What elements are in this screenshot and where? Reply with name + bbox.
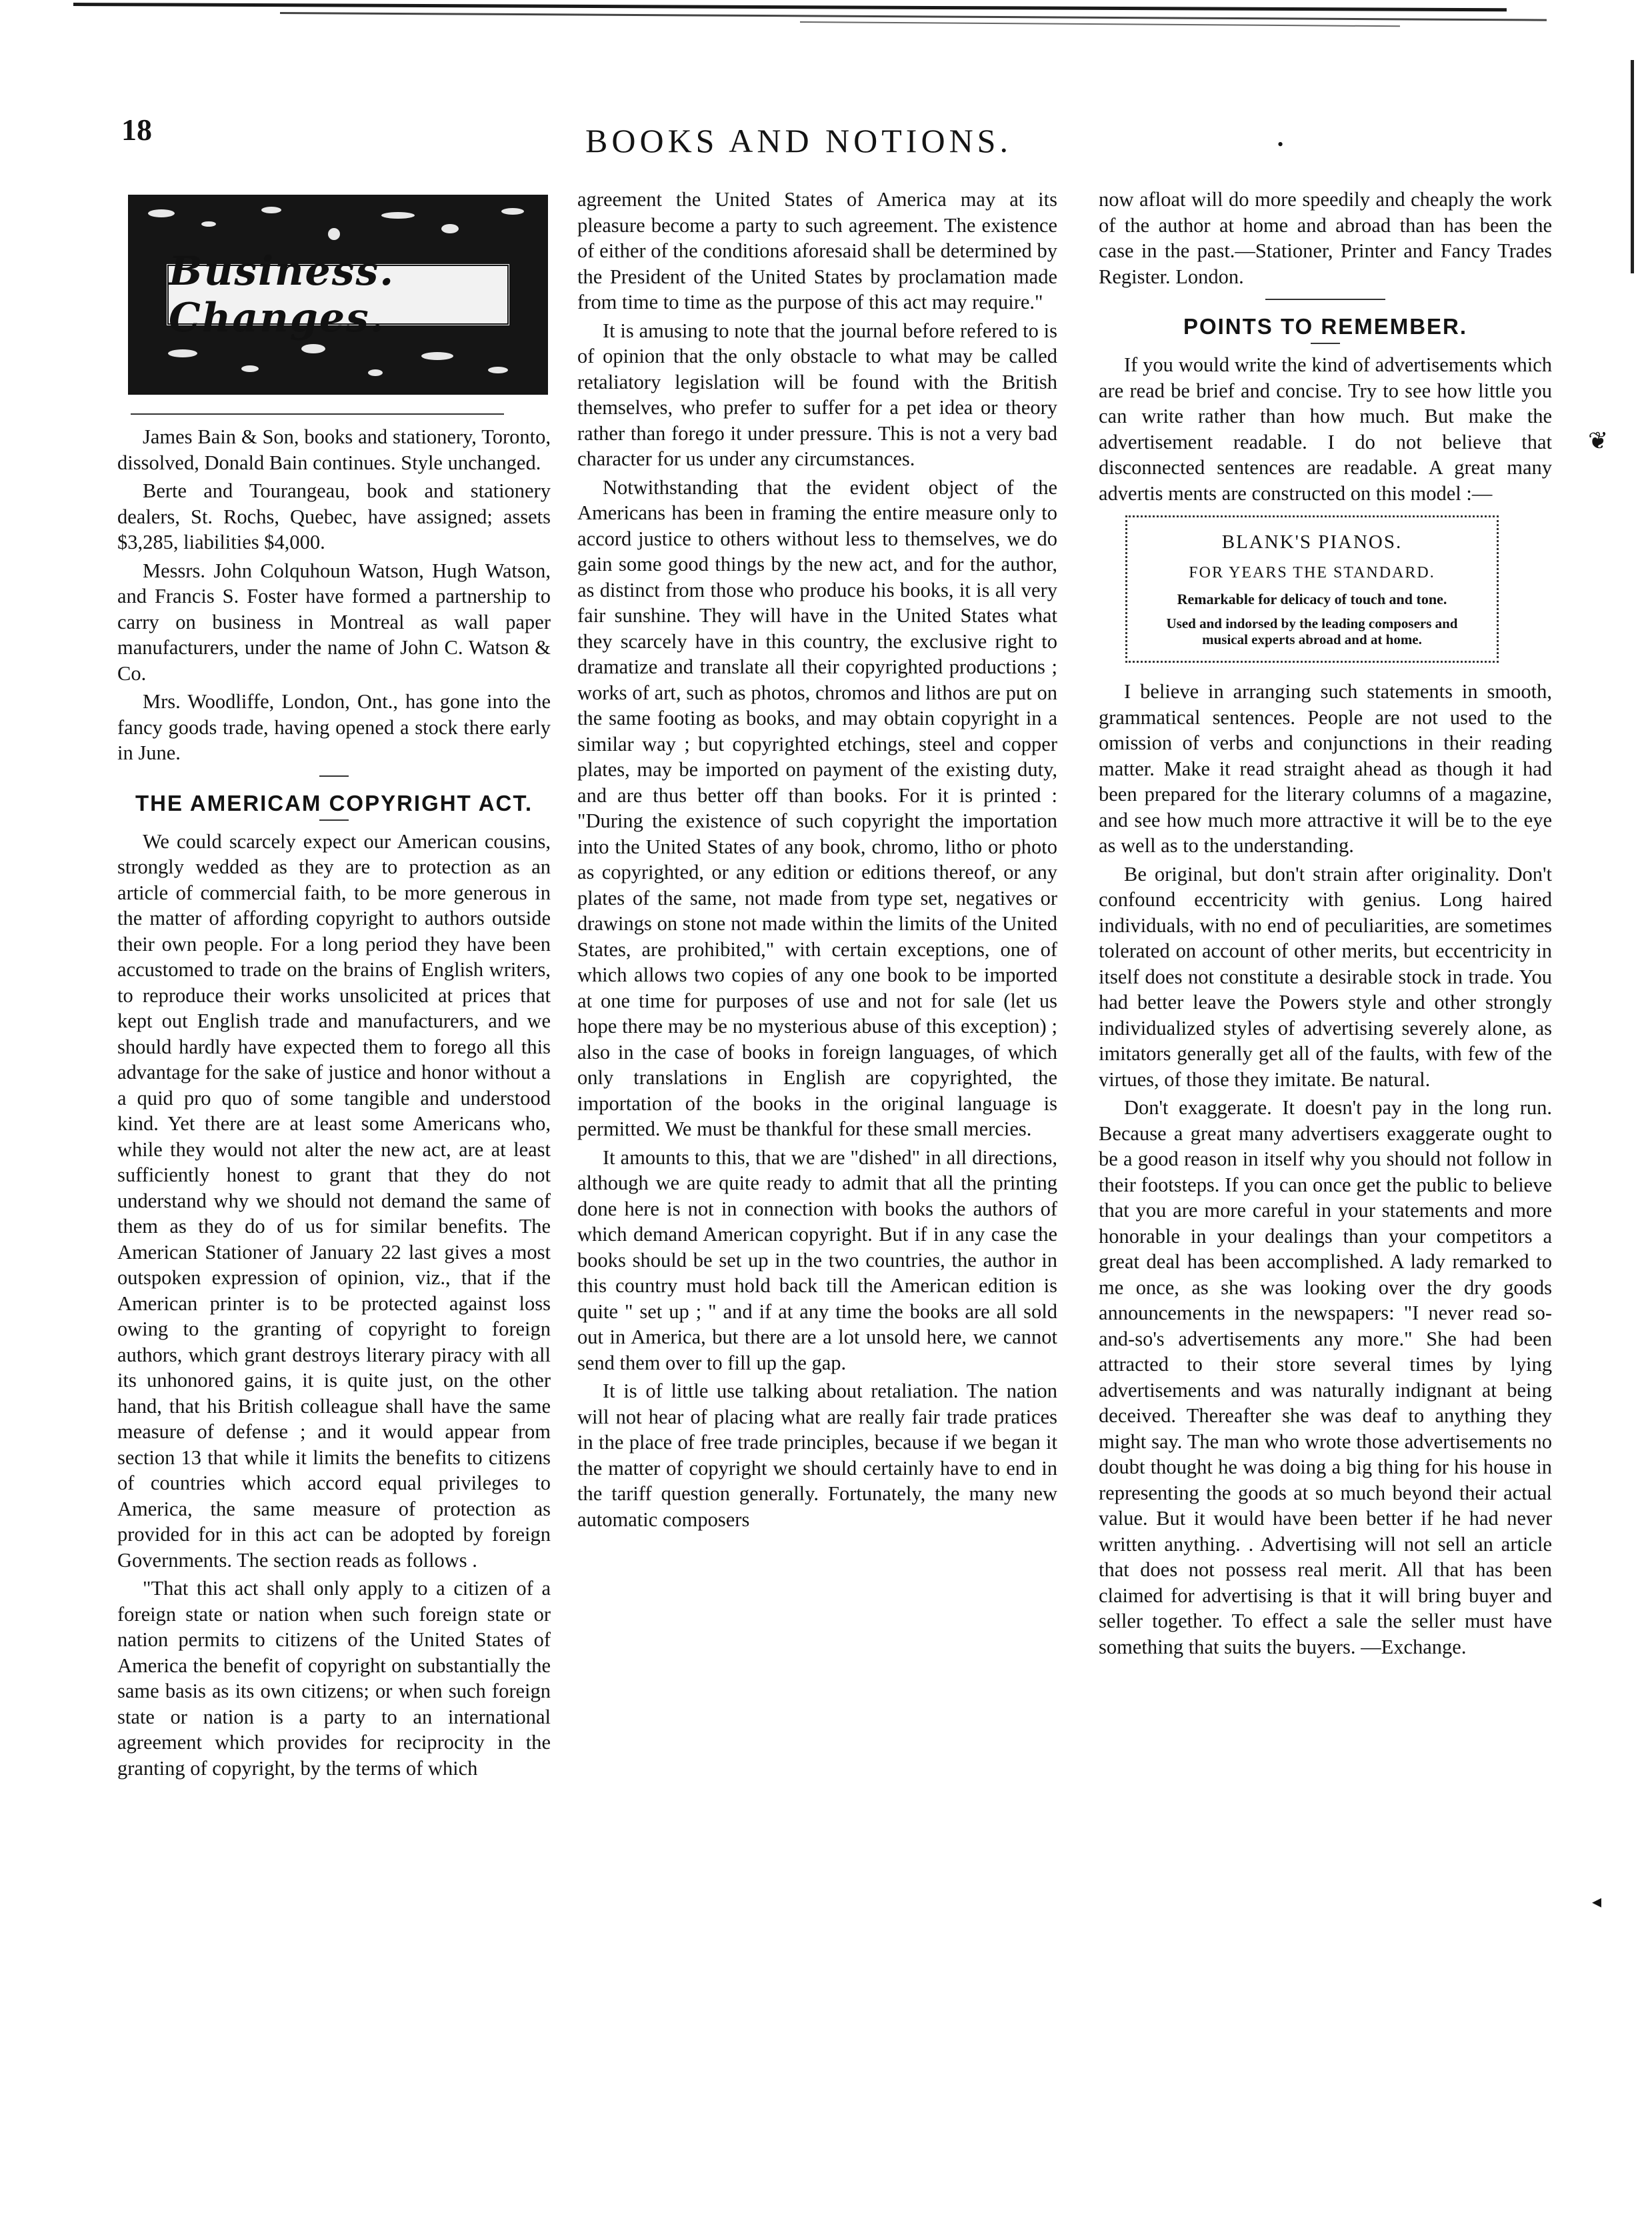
sample-advertisement xyxy=(1125,515,1499,663)
top-scan-edge-3 xyxy=(800,21,1400,27)
copyright-paragraph-3: Notwithstanding that the evident object of the Americans has been in framing the entire measure only to accord justice to others without less to themselves, we do gain some good things by the new act, and for the author, as distinct from those who produce his books, it is all very fair sunshine. They will have in the United States what they scarcely have in this country, the exclusive right to dramatize and translate all their copyrighted productions ; works of art, such as photos, chromos and lithos are put on the same footing as books, and may obtain copyright in a similar way ; but copyrighted etchings, steel and copper plates, may be imported on payment of the existing duty, and are thus better off than books. For it is printed : "During the existence of such copyright the importation into the United States of any book, chromo, litho or photo as copyrighted, or any edition or editions thereof, or any plates of the same, not made from type set, negatives or drawings on stone not made within the limits of the United States, are prohibited," with certain exceptions, one of which allows two copies of any one book to be imported at one time for purposes of use and not for sale (let us hope there may be no mysterious abuse of this exception) ; also in the case of books in foreign languages, of which only translations in English are copyrighted, the importation of the books in the original language is permitted. We must be thankful for these small mercies. xyxy=(577,475,1057,1140)
copyright-act-heading: THE AMERICAM COPYRIGHT ACT. xyxy=(135,790,533,815)
notice-berte: Berte and Tourangeau, book and stationery dealers, St. Rochs, Quebec, have assigned; assets $3,285, liabilities $4,000. xyxy=(117,479,551,553)
margin-mark: ❦ xyxy=(1588,427,1609,454)
ad-title: BLANK'S PIANOS. xyxy=(1221,531,1403,553)
points-paragraph-4: Don't exaggerate. It doesn't pay in the long run. Because a great many advertisers exaggerate ought to be a good reason in itself why you should not follow in their footsteps. If you can once get the public to believe that you are more careful in your statements and more honorable in your dealings than your competitors a great deal has been accomplished. A lady remarked to me once, as she was looking over the dry goods announcements in the newspapers: "I never read so-and-so's advertisements any more." She had been attracted to their store several times by lying advertisements and was naturally indignant at being deceived. Thereafter she was deaf to anything they might say. The man who wrote those advertisements no doubt thought he was doing a big thing for his house in representing the goods at so much beyond their actual value. But it would have been better if he had never written anything. . Advertising will not sell an article that does not possess real merit. All that has been claimed for advertising is that it will bring buyer and seller together. To effect a sale the seller must have something that suits the buyers. —Exchange. xyxy=(1099,1096,1552,1658)
top-scan-edge xyxy=(73,3,1507,11)
business-changes-banner xyxy=(128,195,548,395)
notice-watson: Messrs. John Colquhoun Watson, Hugh Watson, and Francis S. Foster have formed a partnership to carry on business in Montreal as wall paper manufacturers, under the name of John C. Watson & Co. xyxy=(117,559,551,685)
margin-bar xyxy=(1631,60,1634,273)
banner-rule xyxy=(131,413,504,415)
points-paragraph-1: If you would write the kind of advertisements which are read be brief and concise. Try to see how little you can write rather than how much. But make the advertisement readable. I do not believe that disconnected sentences are readable. A great many advertis ments are constructed on this model :— xyxy=(1099,353,1552,505)
margin-mark: ◂ xyxy=(1592,1892,1602,1912)
notice-woodliffe: Mrs. Woodliffe, London, Ont., has gone into the fancy goods trade, having opened a stock there early in June. xyxy=(117,690,551,764)
header-dot: • xyxy=(1277,135,1284,154)
points-heading: POINTS TO REMEMBER. xyxy=(1183,314,1468,339)
copyright-paragraph-4: It amounts to this, that we are "dished" in all directions, although we are quite ready to admit that all the printing done here is not in connection with books the authors of which demand American copyright. But if in any case the books should be set up in the two countries, the author in this country must hold back till the American edition is quite " set up ; " and if at any time the books are all sold out in America, but there are a lot unsold here, we cannot send them over to fill up the gap. xyxy=(577,1146,1057,1374)
top-scan-edge-2 xyxy=(280,12,1547,21)
heading-rule-top xyxy=(319,775,349,777)
copyright-quote-start: "That this act shall only apply to a citizen of a foreign state or nation when such foreign state or nation permits to citizens of the United States of America the benefit of copyright on substantially the same basis as its own citizens; or when such foreign state or nation is a party to an international agreement which provides for reciprocity in the granting of copyright, by the terms of which xyxy=(117,1577,551,1780)
ad-subtitle: FOR YEARS THE STANDARD. xyxy=(1189,564,1435,581)
copyright-quote-end: agreement the United States of America may at its pleasure become a party to such agreement. The existence of either of the conditions aforesaid shall be determined by the President of the United States by proclamation made from time to time as the purpose of this act may require." xyxy=(577,188,1057,313)
notice-bain: James Bain & Son, books and stationery, Toronto, dissolved, Donald Bain continues. Style unchanged. xyxy=(117,425,551,474)
heading-rule xyxy=(319,819,349,821)
column-3 xyxy=(1099,187,1552,1662)
points-paragraph-2: I believe in arranging such statements in smooth, grammatical sentences. People are not used to the omission of verbs and conjunctions in their reading matter. Make it read straight ahead as though it had been prepared for the literary columns of a magazine, and see how much more attractive it will be to the eye as well as to the understanding. xyxy=(1099,680,1552,857)
ad-line-touch: Remarkable for delicacy of touch and tone. xyxy=(1177,591,1447,607)
running-title: BOOKS AND NOTIONS. xyxy=(585,122,1012,159)
banner-title-box xyxy=(165,248,511,341)
copyright-paragraph-5: It is of little use talking about retaliation. The nation will not hear of placing what are really fair trade pratices in the place of free trade principles, because if we began it the matter of copyright we should certainly have to end in the tariff question generally. Fortunately, the many new automatic composers xyxy=(577,1380,1057,1531)
column-2 xyxy=(577,187,1057,1535)
section-rule xyxy=(1265,299,1385,300)
column-1 xyxy=(117,408,551,1784)
ad-line-endorsed: Used and indorsed by the leading composers and musical experts abroad and at home. xyxy=(1166,615,1458,647)
banner-title: Business. Changes. xyxy=(169,248,395,341)
copyright-paragraph-1: We could scarcely expect our American cousins, strongly wedded as they are to protection as an article of commercial faith, to be more generous in the matter of affording copyright to authors outside their own people. For a long period they have been accustomed to trade on the brains of English writers, to reproduce their works unsolicited at prices that kept out English trade and manufacturers, and we should hardly have expected them to forego all this advantage for the sake of justice and honor without a a quid pro quo of some tangible and understood kind. Yet there are at least some Americans who, while they would not alter the new act, are at least sufficiently honest to grant that they do not understand why we should not demand the same of them as they do of us for similar benefits. The American Stationer of January 22 last gives a most outspoken expression of opinion, viz., that if the American printer is to be protected against loss owing to the granting of copyright to foreign authors, which grant destroys literary piracy with all its unhonored gains, it is quite just, on the other hand, that his British colleague shall have the same measure of defense ; and it would appear from section 13 that while it limits the benefits to citizens of countries which accord equal privileges to America, the same measure of protection as provided for in this act can be adopted by foreign Governments. The section reads as follows . xyxy=(117,829,551,1572)
copyright-paragraph-2: It is amusing to note that the journal before refered to is of opinion that the only obstacle to what may be called retaliatory legislation will be found with the British themselves, who prefer to suffer for a pet idea or theory rather than forego it under pressure. This is not a very bad character for us under any circumstances. xyxy=(577,319,1057,470)
copyright-paragraph-end: now afloat will do more speedily and cheaply the work of the author at home and abroad than has been the case in the past.—Stationer, Printer and Fancy Trades Register. London. xyxy=(1099,188,1552,288)
page-number: 18 xyxy=(121,113,152,147)
points-heading-rule xyxy=(1311,343,1340,344)
points-paragraph-3: Be original, but don't strain after originality. Don't confound eccentricity with genius. Long haired individuals, with no end of peculiarities, are sometimes tolerated on account of other merits, but eccentricity in itself does not constitute a desirable stock in trade. You had better leave the Powers style and other strongly individualized styles of advertising severely alone, as imitators generally get all of the faults, with few of the virtues, of those they imitate. Be natural. xyxy=(1099,862,1552,1091)
